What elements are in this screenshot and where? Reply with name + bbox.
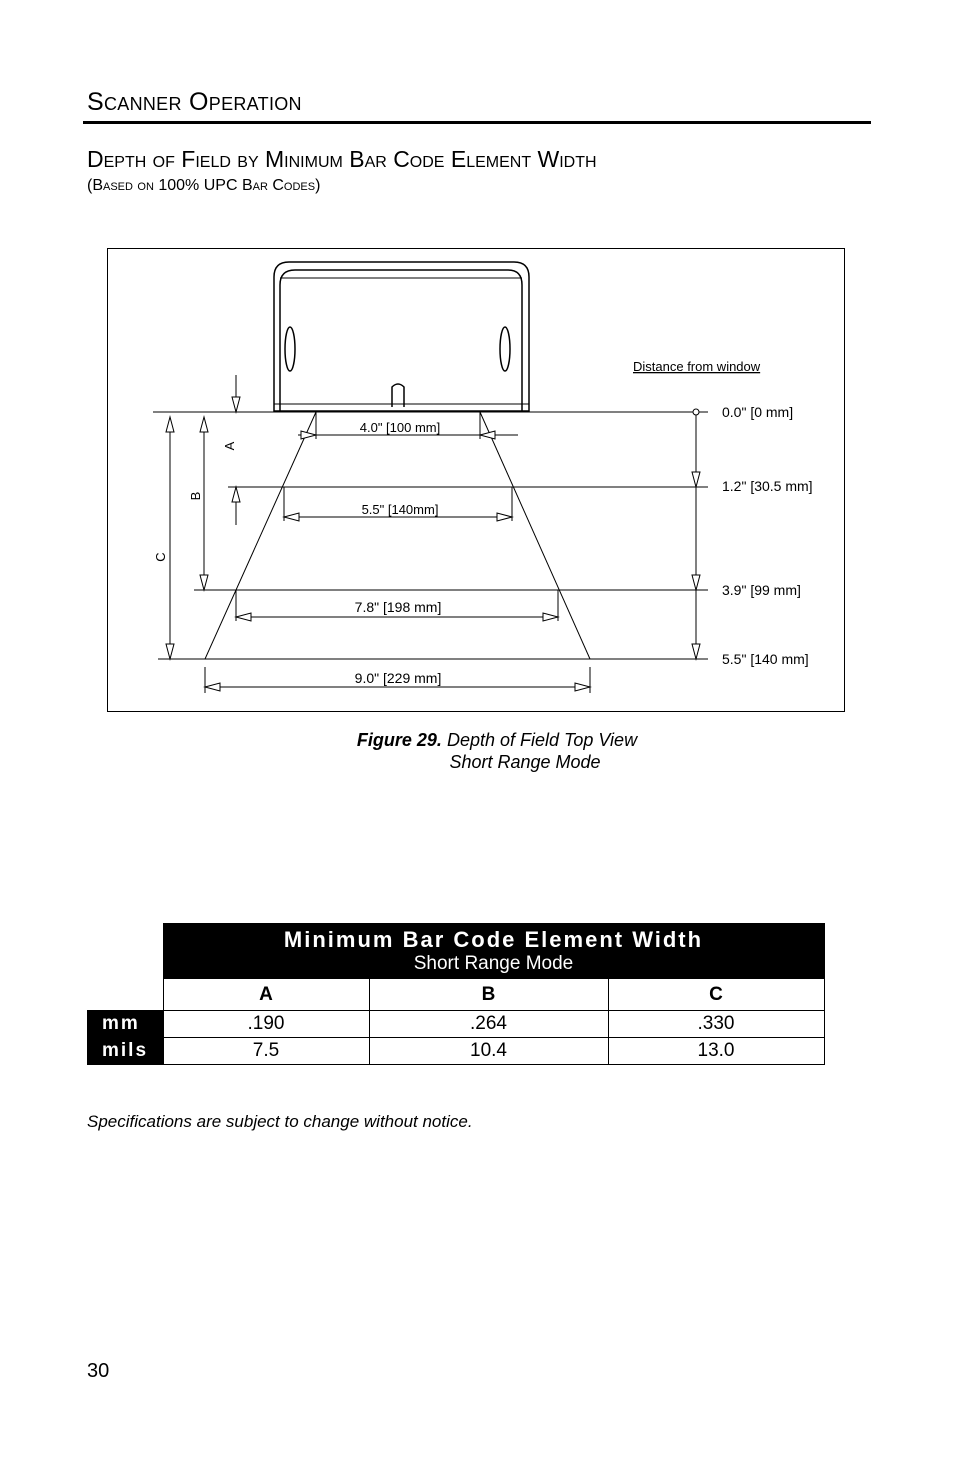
distance-label-0: 0.0" [0 mm] [722, 404, 794, 420]
width-label-1: 5.5" [140mm] [361, 502, 439, 517]
dim-label-a: A [222, 441, 237, 451]
section-title: Scanner Operation [87, 88, 302, 116]
page-subheading: (Based on 100% UPC Bar Codes) [87, 177, 321, 194]
figure-caption-line2: Short Range Mode [449, 752, 601, 772]
table-cell: 13.0 [608, 1038, 824, 1065]
column-header-c: C [608, 979, 824, 1011]
table-cell: 7.5 [163, 1038, 369, 1065]
distance-label-3: 5.5" [140 mm] [722, 651, 809, 667]
figure-caption [20, 730, 954, 751]
width-label-0: 4.0" [100 mm] [359, 420, 441, 435]
dim-label-c: C [153, 552, 168, 562]
column-header-a: A [163, 979, 369, 1011]
table-subtitle: Short Range Mode [413, 953, 574, 974]
specifications-note: Specifications are subject to change without notice. [87, 1112, 473, 1131]
spec-table [87, 923, 825, 1065]
table-row [88, 1038, 825, 1065]
table-cell: 10.4 [369, 1038, 608, 1065]
column-header-b: B [369, 979, 608, 1011]
width-label-3: 9.0" [229 mm] [354, 670, 442, 686]
table-title: Minimum Bar Code Element Width [283, 927, 704, 952]
table-cell: .190 [163, 1011, 369, 1038]
header-rule [83, 121, 871, 124]
distance-header: Distance from window [633, 359, 761, 374]
figure-label: Figure 29. [356, 730, 442, 750]
figure-caption-text: Depth of Field Top View [446, 730, 638, 750]
depth-of-field-figure [107, 248, 845, 712]
table-row [88, 1011, 825, 1038]
distance-label-1: 1.2" [30.5 mm] [722, 478, 813, 494]
distance-label-2: 3.9" [99 mm] [722, 582, 801, 598]
dim-label-b: B [188, 491, 203, 501]
page-number: 30 [87, 1360, 110, 1382]
row-unit-mils: mils [88, 1038, 164, 1065]
row-unit-mm: mm [88, 1011, 164, 1038]
table-header [163, 924, 824, 979]
page-heading: Depth of Field by Minimum Bar Code Element Width [87, 146, 597, 172]
scanner-illustration [274, 262, 529, 411]
table-cell: .264 [369, 1011, 608, 1038]
table-cell: .330 [608, 1011, 824, 1038]
width-label-2: 7.8" [198 mm] [354, 599, 442, 615]
